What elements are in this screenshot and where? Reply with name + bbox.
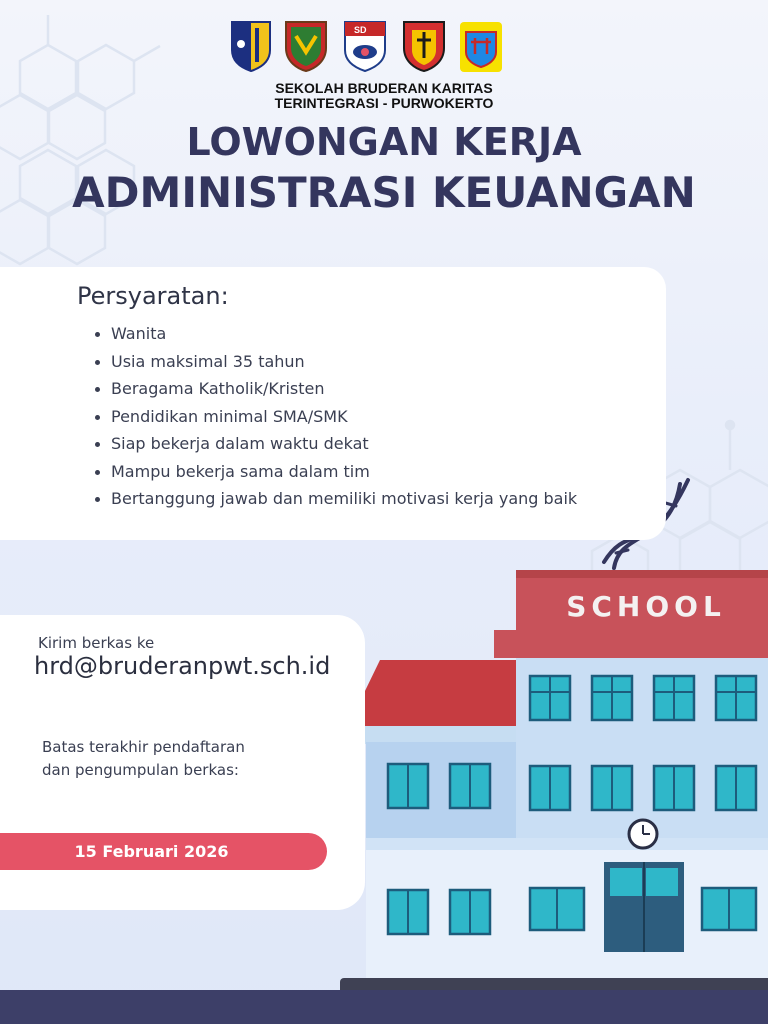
list-item: Wanita xyxy=(95,320,577,348)
crest-icon xyxy=(230,20,272,72)
deadline-label xyxy=(42,736,302,782)
list-item: Beragama Katholik/Kristen xyxy=(95,375,577,403)
school-name-line1: SEKOLAH BRUDERAN KARITAS xyxy=(275,80,493,96)
headline-line1: LOWONGAN KERJA xyxy=(186,120,582,164)
list-item: Bertanggung jawab dan memiliki motivasi kerja yang baik xyxy=(95,485,577,513)
contact-email[interactable]: hrd@bruderanpwt.sch.id xyxy=(34,652,331,680)
sd-crest-icon xyxy=(342,20,388,72)
list-item: Usia maksimal 35 tahun xyxy=(95,348,577,376)
deadline-label-line1: Batas terakhir pendaftaran xyxy=(42,738,245,756)
school-building-illustration xyxy=(330,470,768,1010)
headline-line2: ADMINISTRASI KEUANGAN xyxy=(72,168,696,217)
send-to-label: Kirim berkas ke xyxy=(38,634,155,652)
tk-karitas-crest-icon xyxy=(458,20,504,74)
list-item: Pendidikan minimal SMA/SMK xyxy=(95,403,577,431)
deadline-label-line2: dan pengumpulan berkas: xyxy=(42,761,239,779)
karitas-crest-icon xyxy=(400,20,448,72)
requirements-title: Persyaratan: xyxy=(77,282,229,310)
svg-text:SD: SD xyxy=(354,25,367,35)
school-sign-label: SCHOOL xyxy=(566,590,726,623)
footer-bar xyxy=(0,990,768,1024)
scouting-crest-icon xyxy=(282,20,330,72)
school-name-line2: TERINTEGRASI - PURWOKERTO xyxy=(274,95,494,111)
list-item: Mampu bekerja sama dalam tim xyxy=(95,458,577,486)
deadline-date: 15 Februari 2026 xyxy=(74,842,229,861)
list-item: Siap bekerja dalam waktu dekat xyxy=(95,430,577,458)
school-logos xyxy=(230,20,510,76)
